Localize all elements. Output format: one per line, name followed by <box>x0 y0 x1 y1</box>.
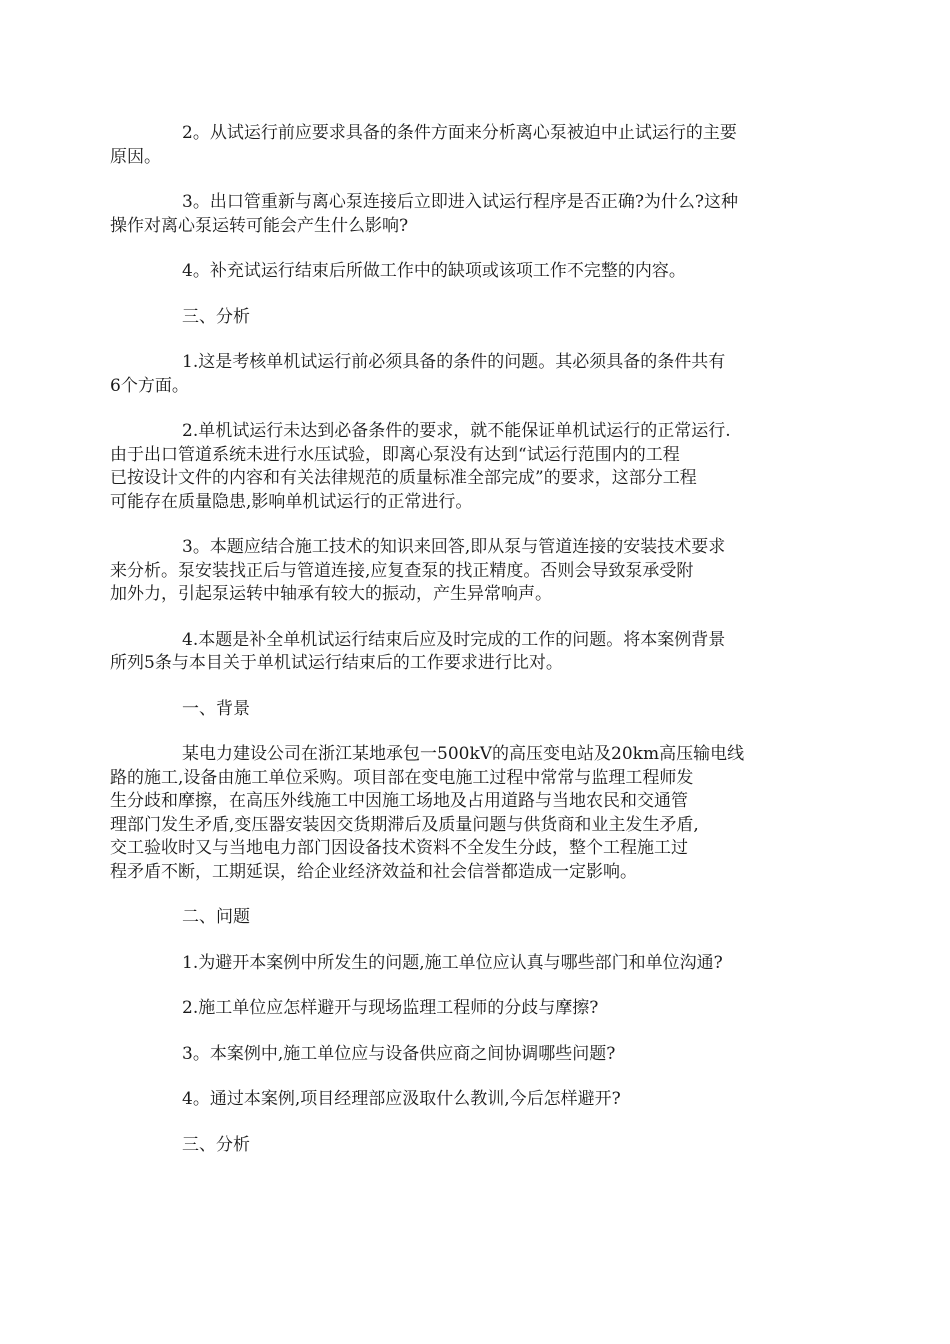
paragraph <box>146 1088 810 1112</box>
text-line: 1.这是考核单机试运行前必须具备的条件的问题。其必须具备的条件共有 <box>182 352 726 372</box>
text-line: 交工验收时又与当地电力部门因设备技术资料不全发生分歧，整个工程施工过 <box>110 838 688 858</box>
text-line: 4。通过本案例,项目经理部应汲取什么教训,今后怎样避开? <box>182 1089 621 1109</box>
text-line: 理部门发生矛盾,变压器安装因交货期滞后及质量问题与供货商和业主发生矛盾, <box>110 814 699 835</box>
text-line: 4.本题是补全单机试运行结束后应及时完成的工作的问题。将本案例背景 <box>182 629 726 650</box>
text-line: 6个方面。 <box>110 375 189 396</box>
paragraph <box>110 191 810 238</box>
paragraph <box>146 698 810 722</box>
paragraph <box>146 306 810 330</box>
text-line: 操作对离心泵运转可能会产生什么影响? <box>110 215 409 236</box>
document-body <box>110 122 810 1179</box>
paragraph <box>110 629 810 676</box>
text-line: 三、分析 <box>182 1134 250 1155</box>
paragraph <box>110 351 810 398</box>
text-line: 3。出口管重新与离心泵连接后立即进入试运行程序是否正确?为什么?这种 <box>182 192 739 212</box>
text-line: 一、背景 <box>182 698 250 719</box>
text-line: 所列5条与本目关于单机试运行结束后的工作要求进行比对。 <box>110 653 563 673</box>
text-line: 3。本案例中,施工单位应与设备供应商之间协调哪些问题? <box>182 1043 616 1064</box>
paragraph <box>146 1134 810 1158</box>
text-line: 已按设计文件的内容和有关法律规范的质量标准全部完成”的要求，这部分工程 <box>110 468 697 488</box>
text-line: 某电力建设公司在浙江某地承包一500kV的高压变电站及20km高压输电线 <box>182 744 745 764</box>
paragraph <box>110 536 810 607</box>
paragraph <box>146 997 810 1021</box>
text-line: 1.为避开本案例中所发生的问题,施工单位应认真与哪些部门和单位沟通? <box>182 952 723 973</box>
text-line: 路的施工,设备由施工单位采购。项目部在变电施工过程中常常与监理工程师发 <box>110 767 694 788</box>
paragraph <box>146 1043 810 1067</box>
text-line: 三、分析 <box>182 306 250 327</box>
text-line: 来分析。泵安装找正后与管道连接,应复查泵的找正精度。否则会导致泵承受附 <box>110 560 694 581</box>
text-line: 加外力，引起泵运转中轴承有较大的振动，产生异常响声。 <box>110 584 552 604</box>
text-line: 生分歧和摩擦，在高压外线施工中因施工场地及占用道路与当地农民和交通管 <box>110 791 688 811</box>
paragraph <box>110 122 810 169</box>
paragraph <box>146 260 810 284</box>
text-line: 2.施工单位应怎样避开与现场监理工程师的分歧与摩擦? <box>182 998 599 1018</box>
paragraph <box>110 743 810 884</box>
text-line: 程矛盾不断，工期延误，给企业经济效益和社会信誉都造成一定影响。 <box>110 861 637 882</box>
text-line: 3。本题应结合施工技术的知识来回答,即从泵与管道连接的安装技术要求 <box>182 537 726 557</box>
text-line: 2。从试运行前应要求具备的条件方面来分析离心泵被迫中止试运行的主要 <box>182 123 737 143</box>
text-line: 可能存在质量隐患,影响单机试运行的正常进行。 <box>110 491 473 512</box>
paragraph <box>146 906 810 930</box>
text-line: 二、问题 <box>182 907 250 927</box>
text-line: 由于出口管道系统未进行水压试验，即离心泵没有达到“试运行范围内的工程 <box>110 444 680 465</box>
paragraph <box>146 952 810 976</box>
paragraph <box>110 420 810 514</box>
text-line: 2.单机试运行未达到必备条件的要求，就不能保证单机试运行的正常运行. <box>182 421 731 441</box>
text-line: 原因。 <box>110 146 161 167</box>
text-line: 4。补充试运行结束后所做工作中的缺项或该项工作不完整的内容。 <box>182 261 686 281</box>
